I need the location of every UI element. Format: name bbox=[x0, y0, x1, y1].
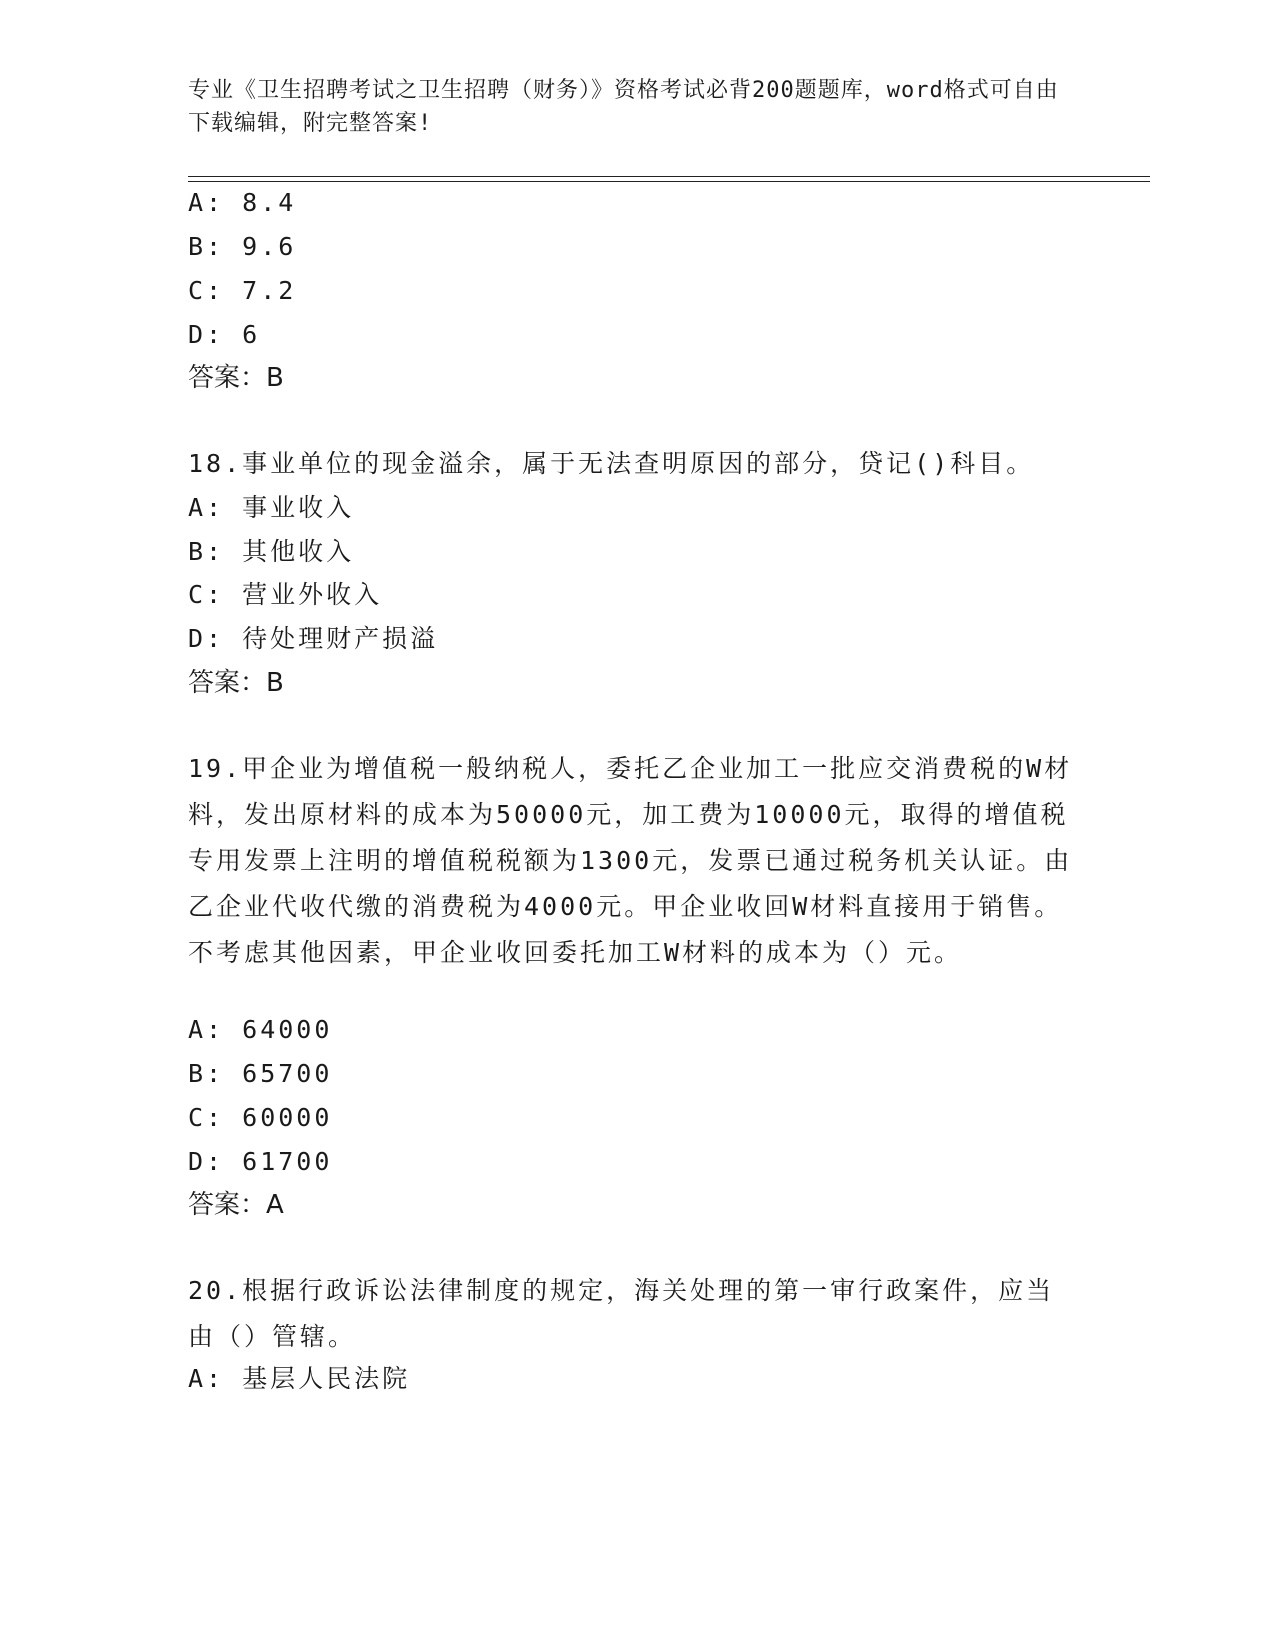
q18-option-a: A: 事业收入 bbox=[188, 493, 355, 522]
q20-option-a: A: 基层人民法院 bbox=[188, 1364, 411, 1393]
q18-question: 18.事业单位的现金溢余，属于无法查明原因的部分，贷记()科目。 bbox=[188, 449, 1035, 478]
document-header: 专业《卫生招聘考试之卫生招聘（财务）》资格考试必背200题题库，word格式可自由下载编辑，附完整答案! bbox=[188, 78, 1059, 136]
q17-answer: 答案：B bbox=[188, 363, 284, 393]
q19-answer: 答案：A bbox=[188, 1190, 284, 1220]
q19-option-d: D: 61700 bbox=[188, 1147, 333, 1176]
q19-option-b: B: 65700 bbox=[188, 1059, 333, 1088]
q19-option-a: A: 64000 bbox=[188, 1015, 333, 1044]
header-divider-bottom bbox=[188, 181, 1150, 182]
q19-option-c: C: 60000 bbox=[188, 1103, 333, 1132]
q17-option-b: B: 9.6 bbox=[188, 232, 297, 261]
q18-option-d: D: 待处理财产损溢 bbox=[188, 624, 439, 653]
q18-answer: 答案：B bbox=[188, 668, 284, 698]
q18-option-c: C: 营业外收入 bbox=[188, 580, 383, 609]
header-divider-top bbox=[188, 176, 1150, 177]
q20-question: 20.根据行政诉讼法律制度的规定，海关处理的第一审行政案件，应当由（）管辖。 bbox=[188, 1276, 1055, 1351]
q19-question: 19.甲企业为增值税一般纳税人，委托乙企业加工一批应交消费税的W材料，发出原材料的成本为50000元，加工费为10000元，取得的增值税专用发票上注明的增值税税额为1300元，发票已通过税务机关认证。由乙企业代收代缴的消费税为4000元。甲企业收回W材料直接用于销售。不考虑其他因素，甲企业收回委托加工W材料的成本为（）元。 bbox=[188, 754, 1073, 967]
q17-option-c: C: 7.2 bbox=[188, 276, 297, 305]
q17-option-d: D: 6 bbox=[188, 320, 261, 349]
q17-option-a: A: 8.4 bbox=[188, 188, 297, 217]
q18-option-b: B: 其他收入 bbox=[188, 537, 355, 566]
